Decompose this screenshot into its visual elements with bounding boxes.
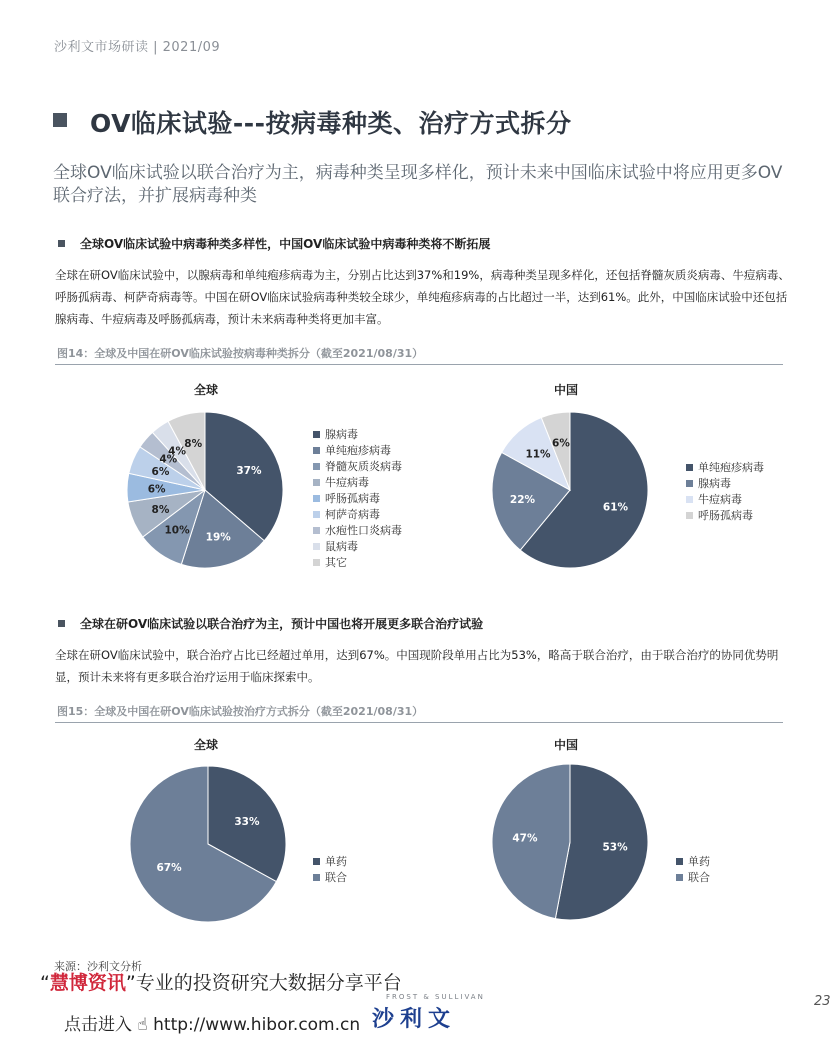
chart3-pie [128, 764, 288, 924]
watermark-quote-open: “ [40, 972, 50, 994]
watermark-link[interactable]: 点击进入 ☝ http://www.hibor.com.cn [64, 1015, 361, 1035]
pie-data-label: 22% [509, 494, 536, 507]
pie-data-label: 19% [205, 531, 231, 544]
frost-logo-text: FROST & SULLIVAN [386, 993, 485, 1001]
legend-swatch [313, 463, 320, 470]
legend-item [686, 507, 764, 523]
legend-label: 牛痘病毒 [698, 493, 742, 506]
pie-data-label: 11% [525, 448, 551, 461]
legend-label: 柯萨奇病毒 [325, 508, 380, 521]
chart2-title: 中国 [553, 383, 578, 397]
legend-swatch [686, 464, 693, 471]
pie-data-label: 8% [151, 503, 170, 516]
legend-swatch [686, 512, 693, 519]
page-number: 23 [814, 994, 831, 1009]
pie-data-label: 47% [512, 832, 538, 845]
legend-swatch [676, 858, 683, 865]
chart1-title: 全球 [193, 383, 218, 397]
chart2-slices [492, 412, 648, 568]
pie-data-label: 61% [602, 501, 629, 514]
page-title: OV临床试验---按病毒种类、治疗方式拆分 [90, 109, 572, 138]
section2-heading: 全球在研OV临床试验以联合治疗为主，预计中国也将开展更多联合治疗试验 [80, 617, 484, 631]
legend-label: 呼肠孤病毒 [325, 492, 380, 505]
chart2-legend [686, 459, 764, 523]
legend-item [686, 491, 764, 507]
chart4-title: 中国 [553, 738, 578, 752]
legend-swatch [313, 858, 320, 865]
legend-label: 联合 [688, 871, 710, 884]
legend-item [313, 458, 402, 474]
legend-item [686, 475, 764, 491]
report-header: 沙利文市场研读 | 2021/09 [54, 40, 221, 55]
chart4-legend [676, 853, 710, 885]
legend-label: 腺病毒 [698, 477, 731, 490]
legend-swatch [313, 479, 320, 486]
pie-data-label: 33% [234, 815, 260, 828]
legend-item [313, 538, 402, 554]
legend-item [676, 869, 710, 885]
lead-paragraph: 全球OV临床试验以联合治疗为主，病毒种类呈现多样化，预计未来中国临床试验中将应用更多OV联合疗法，并扩展病毒种类 [53, 163, 783, 206]
watermark-tagline-text: 专业的投资研究大数据分享平台 [135, 972, 402, 994]
section1-heading: 全球OV临床试验中病毒种类多样性，中国OV临床试验中病毒种类将不断拓展 [80, 237, 491, 251]
chart1-legend [313, 426, 402, 570]
legend-label: 其它 [325, 556, 347, 569]
figure15-caption: 图15：全球及中国在研OV临床试验按治疗方式拆分（截至2021/08/31） [57, 705, 424, 718]
section1-bullet [58, 240, 65, 247]
legend-item [676, 853, 710, 869]
legend-item [686, 459, 764, 475]
sullivan-logo: 沙利文 [372, 1007, 457, 1032]
legend-label: 腺病毒 [325, 428, 358, 441]
pie-data-label: 53% [602, 841, 628, 854]
pie-data-label: 6% [151, 466, 170, 479]
legend-swatch [313, 559, 320, 566]
legend-swatch [313, 447, 320, 454]
legend-swatch [676, 874, 683, 881]
legend-label: 呼肠孤病毒 [698, 509, 753, 522]
legend-label: 脊髓灰质炎病毒 [325, 460, 402, 473]
watermark-brand: 慧博资讯 [49, 972, 126, 994]
legend-item [313, 442, 402, 458]
pie-data-label: 4% [159, 453, 178, 466]
watermark-quote-close: ” [125, 972, 136, 994]
legend-swatch [313, 527, 320, 534]
pie-data-label: 67% [156, 862, 182, 875]
chart3-title: 全球 [193, 738, 218, 752]
legend-item [313, 522, 402, 538]
legend-item [313, 554, 402, 570]
legend-swatch [313, 495, 320, 502]
legend-swatch [313, 511, 320, 518]
legend-label: 单药 [325, 855, 347, 868]
legend-swatch [313, 431, 320, 438]
legend-item [313, 853, 347, 869]
pie-data-label: 4% [168, 445, 186, 458]
pie-data-label: 6% [147, 483, 166, 496]
legend-label: 单纯疱疹病毒 [698, 461, 764, 474]
legend-item [313, 869, 347, 885]
legend-label: 鼠病毒 [325, 540, 358, 553]
pie-data-label: 8% [184, 438, 203, 451]
legend-swatch [686, 496, 693, 503]
legend-label: 水疱性口炎病毒 [325, 524, 402, 537]
legend-item [313, 490, 402, 506]
figure15-rule [55, 722, 783, 723]
figure14-caption: 图14：全球及中国在研OV临床试验按病毒种类拆分（截至2021/08/31） [57, 347, 424, 360]
legend-label: 联合 [325, 871, 347, 884]
chart4-pie [490, 762, 650, 922]
chart3-legend [313, 853, 347, 885]
legend-item [313, 426, 402, 442]
chart1-pie [125, 410, 285, 570]
legend-item [313, 506, 402, 522]
figure14-rule [55, 364, 783, 365]
section1-paragraph: 全球在研OV临床试验中，以腺病毒和单纯疱疹病毒为主，分别占比达到37%和19%，病毒种类呈现多样化，还包括脊髓灰质炎病毒、牛痘病毒、呼肠孤病毒、柯萨奇病毒等。中国在研OV临床试验病毒种类较全球少，单纯疱疹病毒的占比超过一半，达到61%。此外，中国临床试验中还包括腺病毒、牛痘病毒及呼肠孤病毒，预计未来病毒种类将更加丰富。 [55, 268, 790, 326]
legend-label: 单纯疱疹病毒 [325, 444, 391, 457]
legend-label: 单药 [688, 855, 710, 868]
legend-swatch [686, 480, 693, 487]
watermark-tagline [40, 968, 402, 995]
chart2-pie [490, 410, 650, 570]
legend-item [313, 474, 402, 490]
pie-data-label: 6% [552, 437, 570, 450]
source-note: 来源：沙利文分析 [54, 960, 142, 973]
title-bullet [53, 113, 67, 127]
chart3-slices [130, 766, 286, 922]
legend-label: 牛痘病毒 [325, 476, 369, 489]
section2-bullet [58, 620, 65, 627]
pie-data-label: 10% [164, 524, 190, 537]
legend-swatch [313, 543, 320, 550]
section2-paragraph: 全球在研OV临床试验中，联合治疗占比已经超过单用，达到67%。中国现阶段单用占比为53%，略高于联合治疗，由于联合治疗的协同优势明显，预计未来将有更多联合治疗运用于临床探索中。 [55, 648, 779, 684]
legend-swatch [313, 874, 320, 881]
pie-data-label: 37% [236, 464, 262, 477]
